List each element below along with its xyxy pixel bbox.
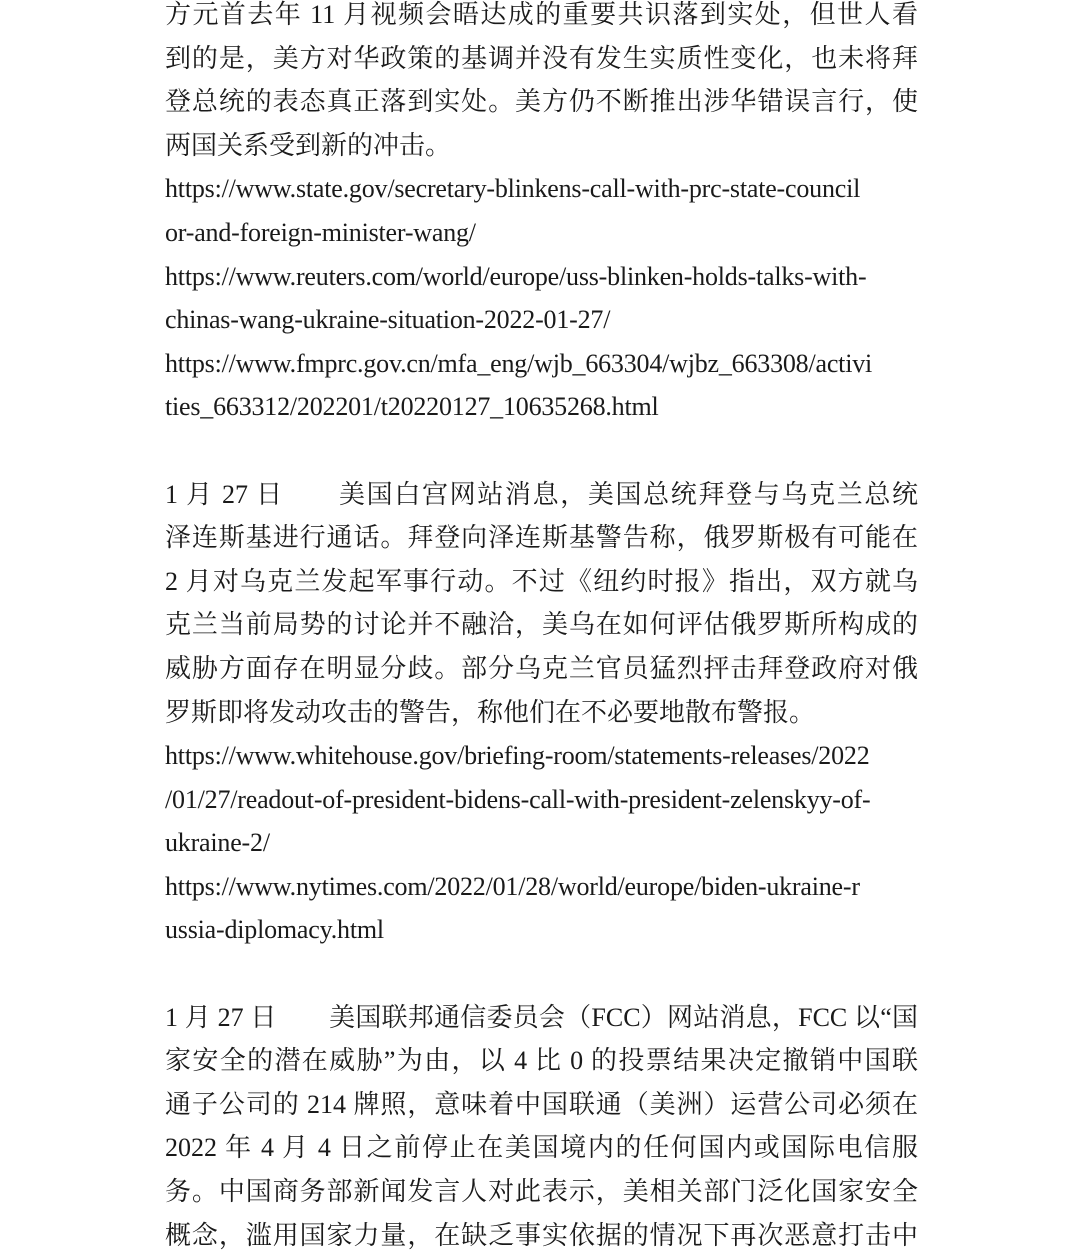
url-line: https://www.state.gov/secretary-blinkens-call-with-prc-state-council <box>165 174 861 204</box>
paragraph <box>165 0 918 167</box>
paragraph-gap <box>165 952 918 996</box>
text-line: 威胁方面存在明显分歧。部分乌克兰官员猛烈抨击拜登政府对俄 <box>165 653 918 683</box>
source-url <box>165 734 918 865</box>
url-line: https://www.fmprc.gov.cn/mfa_eng/wjb_663304/wjbz_663308/activi <box>165 348 873 378</box>
text-line: 泽连斯基进行通话。拜登向泽连斯基警告称，俄罗斯极有可能在 <box>165 523 918 553</box>
url-line: ukraine-2/ <box>165 828 270 858</box>
url-line: https://www.nytimes.com/2022/01/28/world/europe/biden-ukraine-r <box>165 871 860 901</box>
text-line: 两国关系受到新的冲击。 <box>165 130 452 160</box>
paragraph-gap <box>165 429 918 473</box>
text-line: 1 月 27 日 美国白宫网站消息，美国总统拜登与乌克兰总统 <box>165 479 918 509</box>
text-line: 2022 年 4 月 4 日之前停止在美国境内的任何国内或国际电信服 <box>165 1133 918 1163</box>
text-line: 概念，滥用国家力量，在缺乏事实依据的情况下再次恶意打击中 <box>165 1220 918 1250</box>
text-line: 2 月对乌克兰发起军事行动。不过《纽约时报》指出，双方就乌 <box>165 566 918 596</box>
text-line: 克兰当前局势的讨论并不融洽，美乌在如何评估俄罗斯所构成的 <box>165 610 918 640</box>
url-line: ties_663312/202201/t20220127_10635268.html <box>165 392 659 422</box>
text-line: 通子公司的 214 牌照，意味着中国联通（美洲）运营公司必须在 <box>165 1089 918 1119</box>
source-url <box>165 342 918 429</box>
source-url <box>165 167 918 254</box>
text-line: 方元首去年 11 月视频会晤达成的重要共识落到实处，但世人看 <box>165 0 918 29</box>
text-line: 务。中国商务部新闻发言人对此表示，美相关部门泛化国家安全 <box>165 1177 918 1207</box>
url-line: https://www.reuters.com/world/europe/uss-blinken-holds-talks-with- <box>165 261 867 291</box>
text-line: 罗斯即将发动攻击的警告，称他们在不必要地散布警报。 <box>165 697 816 727</box>
url-line: or-and-foreign-minister-wang/ <box>165 217 476 247</box>
paragraph <box>165 473 918 735</box>
url-line: /01/27/readout-of-president-bidens-call-with-president-zelenskyy-of- <box>165 784 871 814</box>
paragraph <box>165 996 918 1257</box>
text-line: 1 月 27 日 美国联邦通信委员会（FCC）网站消息，FCC 以“国 <box>165 1002 918 1032</box>
url-line: ussia-diplomacy.html <box>165 915 384 945</box>
url-line: chinas-wang-ukraine-situation-2022-01-27/ <box>165 305 611 335</box>
url-line: https://www.whitehouse.gov/briefing-room/statements-releases/2022 <box>165 741 870 771</box>
text-line: 家安全的潜在威胁”为由，以 4 比 0 的投票结果决定撤销中国联 <box>165 1046 918 1076</box>
source-url <box>165 255 918 342</box>
source-url <box>165 865 918 952</box>
text-line: 登总统的表态真正落到实处。美方仍不断推出涉华错误言行，使 <box>165 87 918 117</box>
document-page <box>165 0 918 1257</box>
text-line: 到的是，美方对华政策的基调并没有发生实质性变化，也未将拜 <box>165 43 918 73</box>
